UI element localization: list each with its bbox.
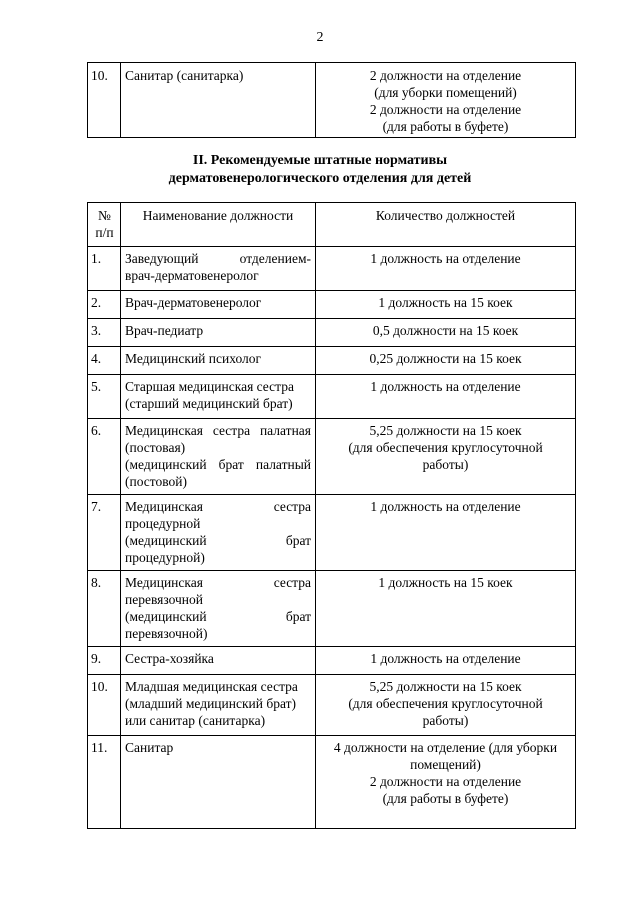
table-header-row [88,203,576,247]
position-name [121,647,316,675]
row-number: 7. [88,495,121,571]
table-row [88,375,576,419]
section-title [0,152,640,188]
position-name-line: или санитар (санитарка) [125,713,266,728]
position-quantity [316,495,576,571]
position-name-line: Медицинская сестра [125,575,311,590]
quantity-line: 1 должность на 15 коек [378,295,513,310]
position-name [121,495,316,571]
position-name-line: (медицинский брат палатный [125,457,311,472]
position-name-line: Сестра-хозяйка [125,651,214,666]
position-name-line: перевязочной [125,592,204,607]
quantity-line: 0,25 должности на 15 коек [369,351,522,366]
quantity-line: 2 должности на отделение [369,68,522,83]
position-name [121,247,316,291]
header-position-name: Наименование должности [121,203,316,247]
header-number-line: № [98,208,111,223]
table-row [88,247,576,291]
position-name-line: Врач-педиатр [125,323,204,338]
position-quantity [316,571,576,647]
header-position-quantity: Количество должностей [316,203,576,247]
position-name-line: (младший медицинский брат) [125,696,297,711]
row-number: 1. [88,247,121,291]
position-quantity [316,247,576,291]
table-row [88,347,576,375]
position-quantity [316,63,576,138]
table-row [88,736,576,829]
table-row [88,291,576,319]
row-number: 4. [88,347,121,375]
quantity-line: 1 должность на отделение [370,251,521,266]
quantity-line: работы) [422,457,469,472]
table-row [88,647,576,675]
row-number: 6. [88,419,121,495]
position-name-line: (постовая) [125,440,186,455]
quantity-line: 0,5 должности на 15 коек [372,323,519,338]
quantity-line: 5,25 должности на 15 коек [369,679,522,694]
header-number [88,203,121,247]
position-quantity [316,375,576,419]
position-quantity [316,347,576,375]
row-number: 8. [88,571,121,647]
position-name [121,291,316,319]
staffing-table [87,202,576,829]
position-name-line: Медицинская сестра [125,499,311,514]
position-name-line: перевязочной) [125,626,208,641]
quantity-line: (для уборки помещений) [374,85,517,100]
quantity-line: 1 должность на отделение [370,379,521,394]
position-quantity [316,419,576,495]
position-quantity [316,291,576,319]
position-quantity [316,319,576,347]
position-name [121,319,316,347]
position-name-line: (медицинский брат [125,609,311,624]
position-name [121,419,316,495]
quantity-line: 1 должность на отделение [370,651,521,666]
position-name-line: Санитар [125,740,174,755]
position-name-line: Врач-дерматовенеролог [125,295,262,310]
section-title-line: дерматовенерологического отделения для детей [168,171,472,186]
table-row [88,319,576,347]
section-title-line: II. Рекомендуемые штатные нормативы [192,153,448,168]
table-row [88,675,576,736]
position-name-line: (старший медицинский брат) [125,396,293,411]
position-name-line: (медицинский брат [125,533,311,548]
position-name [121,675,316,736]
table-row [88,419,576,495]
header-number-line: п/п [95,225,114,240]
position-name [121,571,316,647]
position-quantity [316,647,576,675]
position-quantity [316,675,576,736]
row-number: 2. [88,291,121,319]
row-number: 3. [88,319,121,347]
quantity-line: 1 должность на отделение [370,499,521,514]
position-name-line: врач-дерматовенеролог [125,268,259,283]
position-name-line: Старшая медицинская сестра [125,379,294,394]
quantity-line: (для работы в буфете) [382,119,509,134]
position-name [121,736,316,829]
row-number: 9. [88,647,121,675]
position-name: Санитар (санитарка) [121,63,316,138]
quantity-line: (для работы в буфете) [382,791,509,806]
position-name-line: (постовой) [125,474,188,489]
table-row [88,495,576,571]
quantity-line: 5,25 должности на 15 коек [369,423,522,438]
quantity-line: работы) [422,713,469,728]
quantity-line: помещений) [410,757,481,772]
table-row [88,571,576,647]
quantity-line: 2 должности на отделение [369,102,522,117]
quantity-line: (для обеспечения круглосуточной [348,696,543,711]
row-number: 5. [88,375,121,419]
position-name-line: Младшая медицинская сестра [125,679,298,694]
quantity-line: 2 должности на отделение [369,774,522,789]
page-number: 2 [316,30,324,45]
position-name-line: Медицинский психолог [125,351,262,366]
position-name-line: Медицинская сестра палатная [125,423,311,438]
position-name-line: процедурной) [125,550,205,565]
row-number: 10. [88,675,121,736]
continued-table [87,62,576,138]
position-quantity [316,736,576,829]
quantity-line: (для обеспечения круглосуточной [348,440,543,455]
row-number: 10. [88,63,121,138]
row-number: 11. [88,736,121,829]
position-name-line: Заведующий отделением- [125,251,311,266]
quantity-line: 1 должность на 15 коек [378,575,513,590]
position-name [121,347,316,375]
position-name-line: процедурной [125,516,201,531]
position-name [121,375,316,419]
table-row [88,63,576,138]
quantity-line: 4 должности на отделение (для уборки [333,740,558,755]
